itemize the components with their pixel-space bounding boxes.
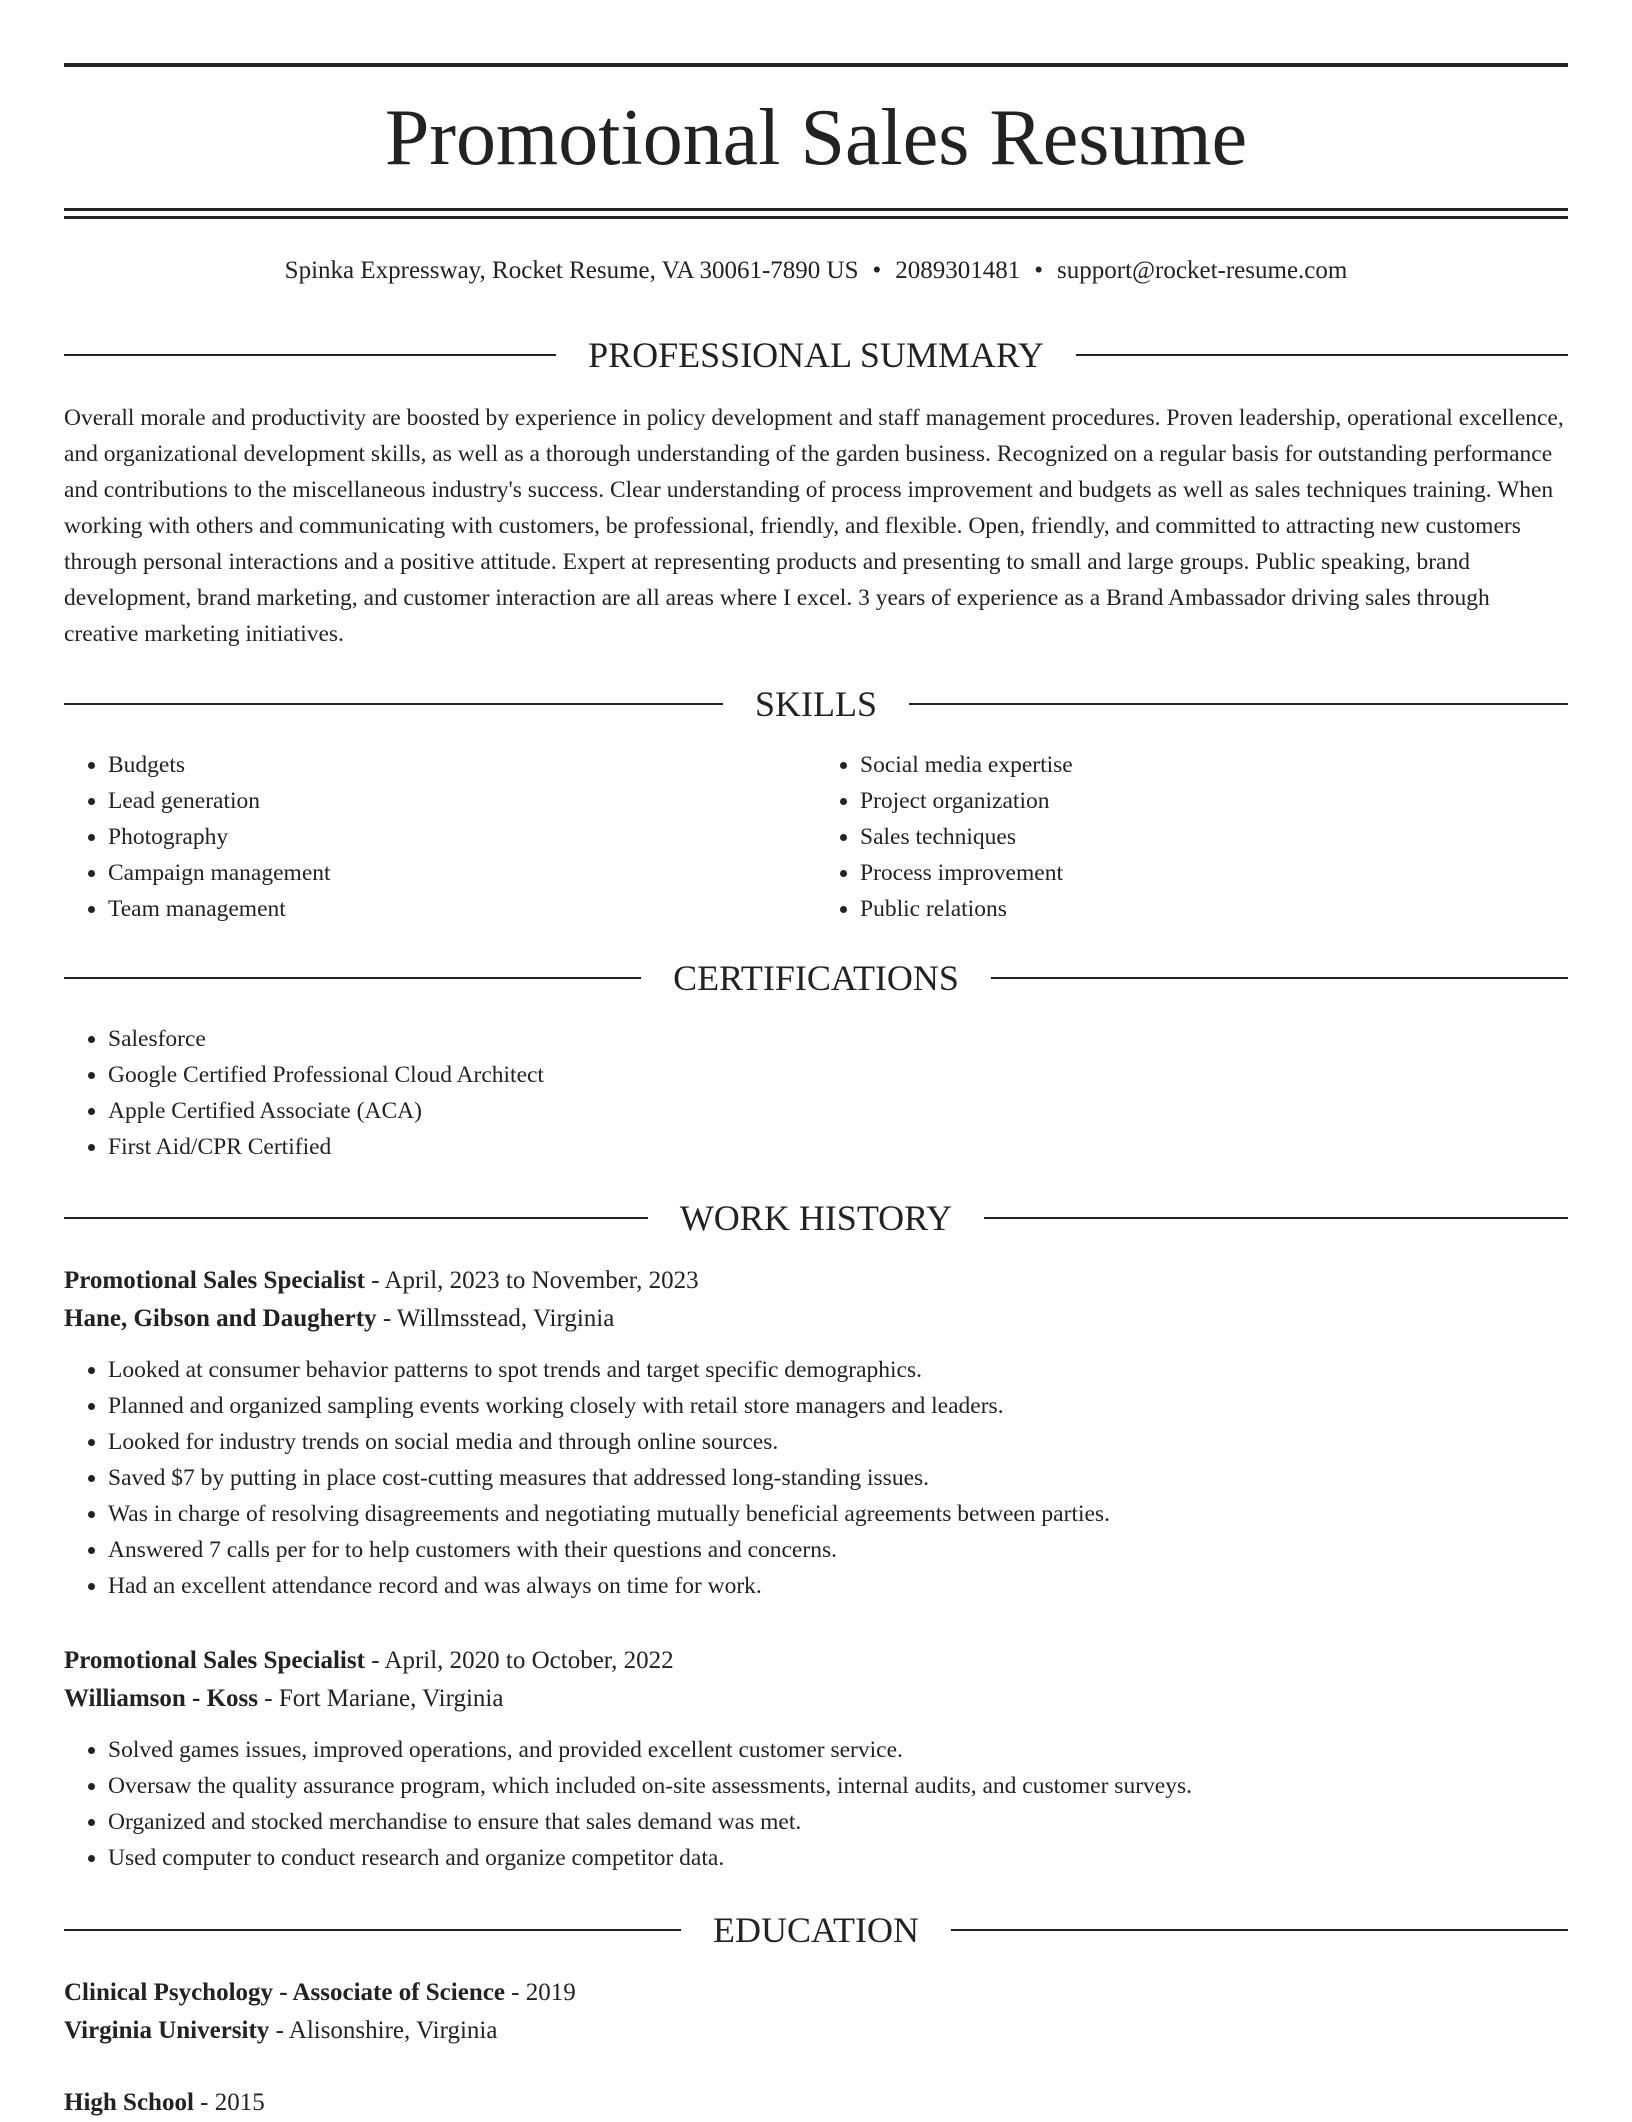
certifications-list [64, 1021, 1568, 1165]
job-bullet: • Had an excellent attendance record and was always on time for work. [108, 1568, 1568, 1604]
skill-item: • Budgets [108, 747, 816, 783]
heading-rule [909, 703, 1568, 705]
contact-phone: 2089301481 [895, 257, 1021, 284]
heading-rule [1076, 354, 1568, 356]
job-location: - Fort Mariane, Virginia [258, 1685, 504, 1712]
education-school-line [64, 2012, 1568, 2050]
job-bullets [64, 1732, 1568, 1876]
job-company-line [64, 1300, 1568, 1338]
skill-item: • Project organization [860, 783, 1568, 819]
skill-item: • Sales techniques [860, 819, 1568, 855]
job-bullet: • Used computer to conduct research and organize competitor data. [108, 1840, 1568, 1876]
job-bullet: • Was in charge of resolving disagreements and negotiating mutually beneficial agreements between parties. [108, 1496, 1568, 1532]
heading-rule [984, 1217, 1568, 1219]
contact-address: Spinka Expressway, Rocket Resume, VA 30061-7890 US [284, 257, 859, 284]
certification-item: • Salesforce [108, 1021, 1568, 1057]
job-company: Williamson - Koss [64, 1685, 259, 1712]
heading-rule [64, 977, 641, 979]
job-bullet: • Oversaw the quality assurance program, which included on-site assessments, internal audits, and customer surveys. [108, 1768, 1568, 1804]
section-title: WORK HISTORY [679, 1198, 953, 1238]
education-year: - 2019 [504, 1979, 576, 2006]
heading-rule [64, 354, 556, 356]
job-entry-2 [64, 1642, 1568, 1876]
contact-separator: • [1034, 257, 1044, 284]
skill-item: • Photography [108, 819, 816, 855]
section-title: PROFESSIONAL SUMMARY [588, 335, 1044, 375]
job-entry-1 [64, 1262, 1568, 1604]
certification-item: • First Aid/CPR Certified [108, 1129, 1568, 1165]
header-bottom-rule [64, 208, 1568, 211]
job-location: - Willmsstead, Virginia [376, 1305, 615, 1332]
certifications-block [64, 1021, 1568, 1165]
skill-item: • Process improvement [860, 855, 1568, 891]
job-bullet: • Looked for industry trends on social media and through online sources. [108, 1424, 1568, 1460]
certification-item: • Google Certified Professional Cloud Architect [108, 1057, 1568, 1093]
skill-item: • Lead generation [108, 783, 816, 819]
skill-item: • Campaign management [108, 855, 816, 891]
heading-rule [64, 1929, 681, 1931]
contact-line [64, 254, 1568, 288]
section-heading-certifications [64, 956, 1568, 1000]
education-school: Virginia University [64, 2017, 270, 2044]
section-title: SKILLS [755, 684, 878, 724]
education-degree-line [64, 1974, 1568, 2012]
skill-item: • Social media expertise [860, 747, 1568, 783]
job-dates: - April, 2020 to October, 2022 [364, 1647, 674, 1674]
job-bullet: • Looked at consumer behavior patterns to spot trends and target specific demographics. [108, 1352, 1568, 1388]
contact-email[interactable]: support@rocket-resume.com [1057, 257, 1348, 284]
job-bullet: • Organized and stocked merchandise to ensure that sales demand was met. [108, 1804, 1568, 1840]
heading-rule [64, 703, 723, 705]
header-bottom-rule-2 [64, 216, 1568, 219]
resume-title: Promotional Sales Resume [384, 94, 1248, 182]
section-heading-education [64, 1908, 1568, 1952]
skills-list-left [64, 747, 816, 927]
section-heading-skills [64, 682, 1568, 726]
header-top-rule [64, 63, 1568, 67]
heading-rule [991, 977, 1568, 979]
job-company: Hane, Gibson and Daugherty [64, 1305, 377, 1332]
education-degree: High School [64, 2089, 194, 2116]
section-heading-summary [64, 333, 1568, 377]
education-entry-2 [64, 2084, 1568, 2122]
education-degree: Clinical Psychology - Associate of Science [64, 1979, 505, 2006]
education-location: - Alisonshire, Virginia [269, 2017, 498, 2044]
skill-item: • Public relations [860, 891, 1568, 927]
education-entry-1 [64, 1974, 1568, 2050]
job-role-line [64, 1642, 1568, 1680]
section-title: EDUCATION [713, 1910, 919, 1950]
section-title: CERTIFICATIONS [673, 958, 959, 998]
contact-separator: • [872, 257, 882, 284]
job-company-line [64, 1680, 1568, 1718]
certification-item: • Apple Certified Associate (ACA) [108, 1093, 1568, 1129]
section-heading-work-history [64, 1196, 1568, 1240]
job-bullet: • Answered 7 calls per for to help customers with their questions and concerns. [108, 1532, 1568, 1568]
education-degree-line [64, 2084, 1568, 2122]
skills-columns [64, 747, 1568, 927]
skill-item: • Team management [108, 891, 816, 927]
skills-list-right [816, 747, 1568, 927]
job-bullet: • Planned and organized sampling events working closely with retail store managers and leaders. [108, 1388, 1568, 1424]
job-bullet: • Solved games issues, improved operations, and provided excellent customer service. [108, 1732, 1568, 1768]
heading-rule [951, 1929, 1568, 1931]
heading-rule [64, 1217, 648, 1219]
job-bullets [64, 1352, 1568, 1604]
job-dates: - April, 2023 to November, 2023 [364, 1267, 699, 1294]
job-bullet: • Saved $7 by putting in place cost-cutting measures that addressed long-standing issues. [108, 1460, 1568, 1496]
summary-text: Overall morale and productivity are boosted by experience in policy development and staff management procedures. Proven leadership, operational excellence, and organizational development skills, as well as a thorough understanding of the garden business. Recognized on a regular basis for outstanding performance and contributions to the miscellaneous industry's success. Clear understanding of process improvement and budgets as well as sales techniques training. When working with others and communicating with customers, be professional, friendly, and flexible. Open, friendly, and committed to attracting new customers through personal interactions and a positive attitude. Expert at representing products and presenting to small and large groups. Public speaking, brand development, brand marketing, and customer interaction are all areas where I excel. 3 years of experience as a Brand Ambassador driving sales through creative marketing initiatives. [64, 405, 1564, 647]
education-year: - 2015 [193, 2089, 265, 2116]
job-role-line [64, 1262, 1568, 1300]
job-role: Promotional Sales Specialist [64, 1267, 365, 1294]
job-role: Promotional Sales Specialist [64, 1647, 365, 1674]
